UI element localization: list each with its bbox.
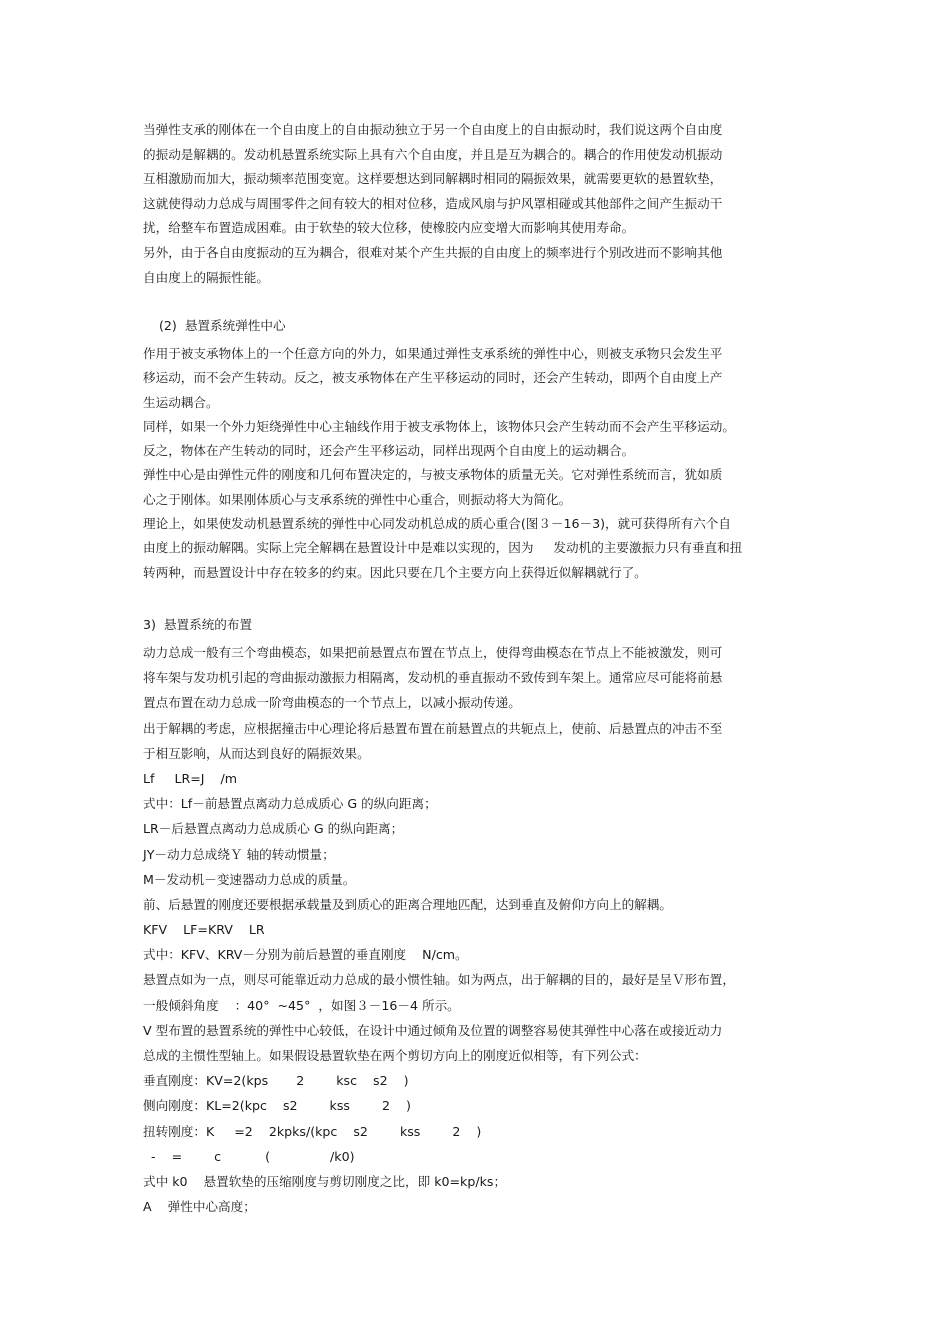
paragraph-decoupling (143, 118, 843, 290)
formula-line: Lf LR=J /m (143, 770, 238, 786)
text-line: 另外，由于各自由度振动的互为耦合，很难对某个产生共振的自由度上的频率进行个别改进而不影响其他 (143, 244, 723, 260)
text-line: 自由度上的隔振性能。 (143, 269, 269, 285)
text-line: 移运动，而不会产生转动。反之，被支承物体在产生平移运动的同时，还会产生转动，即两个自由度上产 (143, 370, 723, 386)
text-line: 将车架与发功机引起的弯曲振动激振力相隔离，发动机的垂直振动不致传到车架上。通常应尽可能将前悬 (143, 670, 723, 686)
text-line: 动力总成一般有三个弯曲模态，如果把前悬置点布置在节点上，使得弯曲模态在节点上不能被激发，则可 (143, 645, 723, 660)
text-line: 扰，给整车布置造成困难。由于软垫的较大位移，使橡胶内应变增大而影响其使用寿命。 (143, 220, 635, 236)
formula-line: 扭转刚度：K =2 2kpks/(kpc s2 kss 2 ) (143, 1123, 482, 1139)
text-line: 弹性中心是由弹性元件的刚度和几何布置决定的，与被支承物体的质量无关。它对弹性系统而言，犹如质 (143, 467, 723, 483)
text-line: JY－动力总成绕Ｙ 轴的转动惯量； (143, 846, 335, 862)
text-line: 前、后悬置的刚度还要根据承载量及到质心的距离合理地匹配，达到垂直及俯仰方向上的解耦。 (143, 896, 672, 912)
text-line: 由度上的振动解隅。实际上完全解耦在悬置设计中是难以实现的，因为 发动机的主要激振力只有垂直和扭 (143, 540, 743, 556)
formula-line: - = c ( /k0) (143, 1148, 355, 1164)
section-heading-layout: 3) 悬置系统的布置 (143, 617, 253, 632)
text-line: 作用于被支承物体上的一个任意方向的外力，如果通过弹性支承系统的弹性中心，则被支承物只会发生平 (143, 346, 723, 361)
text-line: 转两种，而悬置设计中存在较多的约束。因此只要在几个主要方向上获得近似解耦就行了。 (143, 564, 647, 580)
text-line: 总成的主惯性型轴上。如果假设悬置软垫在两个剪切方向上的刚度近似相等，有下列公式： (143, 1048, 647, 1063)
text-line: 于相互影响，从而达到良好的隔振效果。 (143, 745, 370, 761)
text-line: 这就使得动力总成与周围零件之间有较大的相对位移，造成风扇与护风罩相碰或其他部件之间产生振动干 (143, 195, 723, 211)
section-elastic-center (143, 342, 843, 585)
text-line: 生运动耦合。 (143, 394, 219, 410)
text-line: 互相激励而加大，振动频率范围变宽。这样要想达到同解耦时相同的隔振效果，就需要更软的悬置软垫， (143, 171, 723, 187)
text-line: 反之，物体在产生转动的同时，还会产生平移运动，同样出现两个自由度上的运动耦合。 (143, 443, 635, 459)
text-line: 式中：KFV、KRV－分别为前后悬置的垂直刚度 N/cm。 (143, 947, 468, 963)
text-line: 一般倾斜角度 ：40° ~45° ，如图３－16－4 所示。 (143, 997, 460, 1013)
text-line: 置点布置在动力总成一阶弯曲模态的一个节点上，以减小振动传递。 (143, 695, 521, 711)
text-line: 当弹性支承的刚体在一个自由度上的自由振动独立于另一个自由度上的自由振动时，我们说这两个自由度 (143, 122, 723, 137)
text-line: A 弹性中心高度； (143, 1199, 256, 1215)
text-line: 式中：Lf－前悬置点离动力总成质心 G 的纵向距离； (143, 796, 437, 812)
text-line: 理论上，如果使发动机悬置系统的弹性中心同发动机总成的质心重合(图３－16－3)，就可获得所有六个自 (143, 516, 731, 532)
text-line: 同样，如果一个外力矩绕弹性中心主轴线作用于被支承物体上，该物体只会产生转动而不会产生平移运动。 (143, 418, 735, 434)
text-line: V 型布置的悬置系统的弹性中心较低，在设计中通过倾角及位置的调整容易使其弹性中心落在或接近动力 (143, 1022, 723, 1038)
text-line: 悬置点如为一点，则尽可能靠近动力总成的最小惯性轴。如为两点，出于解耦的目的，最好是呈Ｖ形布置， (143, 972, 735, 988)
text-line: 出于解耦的考虑，应根据撞击中心理论将后悬置布置在前悬置点的共轭点上，使前、后悬置点的冲击不至 (143, 720, 723, 736)
formula-line: 垂直刚度：KV=2(kps 2 ksc s2 ) (143, 1073, 409, 1089)
section-mount-layout (143, 640, 843, 1219)
text-line: LR－后悬置点离动力总成质心 G 的纵向距离； (143, 821, 404, 837)
section-heading-elastic-center: (2) 悬置系统弹性中心 (159, 318, 286, 333)
text-line: M－发动机－变速器动力总成的质量。 (143, 871, 356, 887)
text-line: 心之于刚体。如果刚体质心与支承系统的弹性中心重合，则振动将大为简化。 (143, 491, 572, 507)
text-line: 式中 k0 悬置软垫的压缩刚度与剪切刚度之比，即 k0=kp/ks； (143, 1173, 507, 1189)
formula-line: KFV LF=KRV LR (143, 922, 265, 938)
formula-line: 侧向刚度：KL=2(kpc s2 kss 2 ) (143, 1098, 411, 1114)
text-line: 的振动是解耦的。发动机悬置系统实际上具有六个自由度，并且是互为耦合的。耦合的作用使发动机振动 (143, 146, 723, 162)
